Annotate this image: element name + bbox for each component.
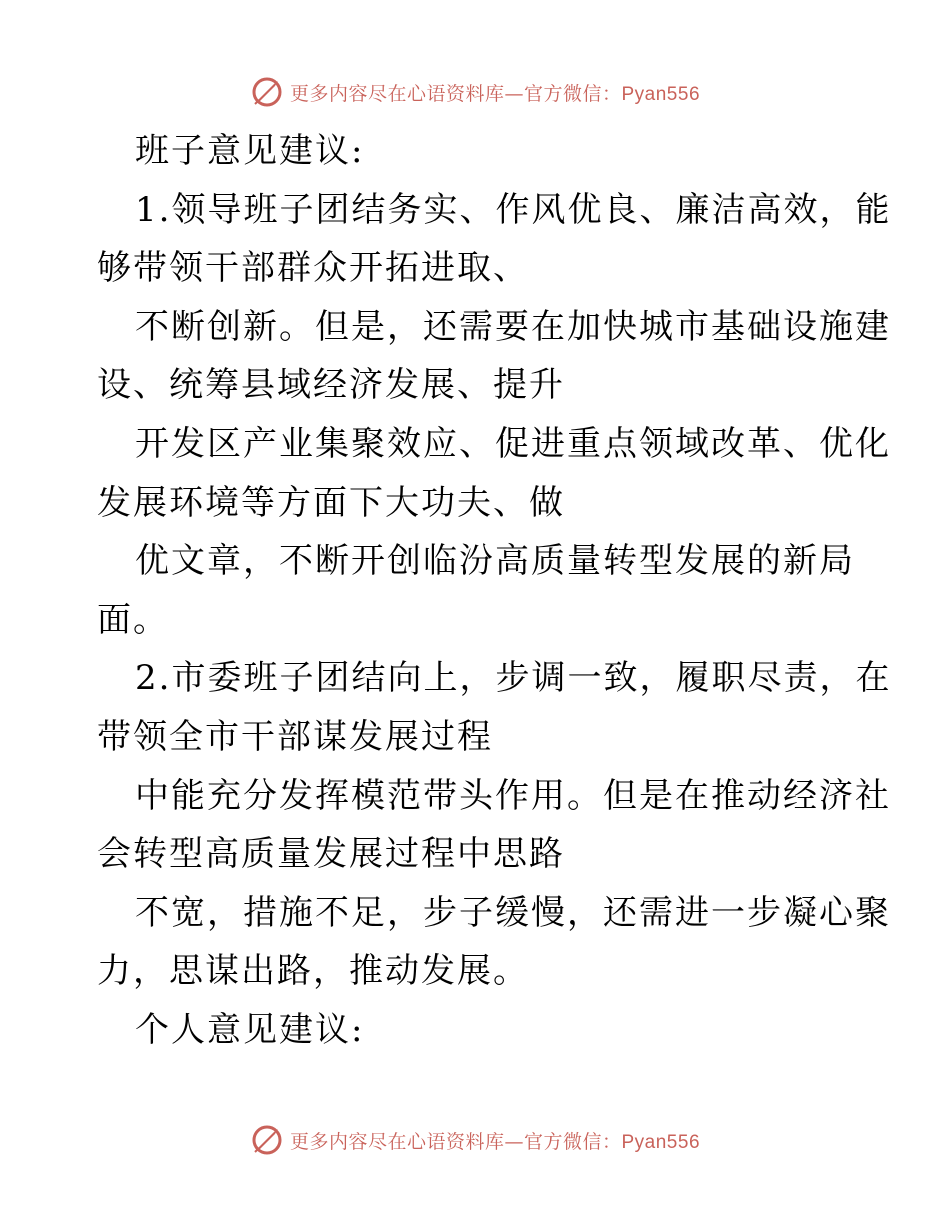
paragraph-line: 带领全市干部谋发展过程	[97, 716, 493, 757]
paragraph-line: 设、统筹县域经济发展、提升	[97, 365, 565, 406]
watermark-text: 更多内容尽在心语资料库—官方微信：Pyan556	[289, 1130, 701, 1153]
paragraph-line: 够带领干部群众开拓进取、	[97, 248, 529, 289]
section-heading: 个人意见建议:	[135, 1009, 365, 1050]
document-body	[97, 122, 892, 1060]
paragraph-line: 不断创新。但是，还需要在加快城市基础设施建	[135, 306, 891, 347]
paragraph-line: 1.领导班子团结务实、作风优良、廉洁高效，能	[135, 189, 892, 230]
header-watermark	[0, 72, 950, 112]
paragraph-line: 力，思谋出路，推动发展。	[97, 951, 529, 992]
paragraph-line: 不宽，措施不足，步子缓慢，还需进一步凝心聚	[135, 892, 891, 933]
paragraph-line: 优文章，不断开创临汾高质量转型发展的新局	[135, 541, 855, 582]
paragraph-line: 开发区产业集聚效应、促进重点领域改革、优化	[135, 423, 891, 464]
watermark-text: 更多内容尽在心语资料库—官方微信：Pyan556	[289, 82, 701, 105]
paragraph-line: 2.市委班子团结向上，步调一致，履职尽责，在	[135, 658, 892, 699]
paragraph-line: 面。	[97, 599, 169, 640]
paragraph-line: 会转型高质量发展过程中思路	[97, 834, 565, 875]
section-heading: 班子意见建议:	[135, 131, 365, 171]
quill-pen-circle-icon	[250, 75, 284, 109]
paragraph-line: 中能充分发挥模范带头作用。但是在推动经济社	[135, 775, 891, 816]
quill-pen-circle-icon	[250, 1123, 284, 1157]
paragraph-line: 发展环境等方面下大功夫、做	[97, 482, 565, 523]
footer-watermark	[0, 1120, 950, 1160]
